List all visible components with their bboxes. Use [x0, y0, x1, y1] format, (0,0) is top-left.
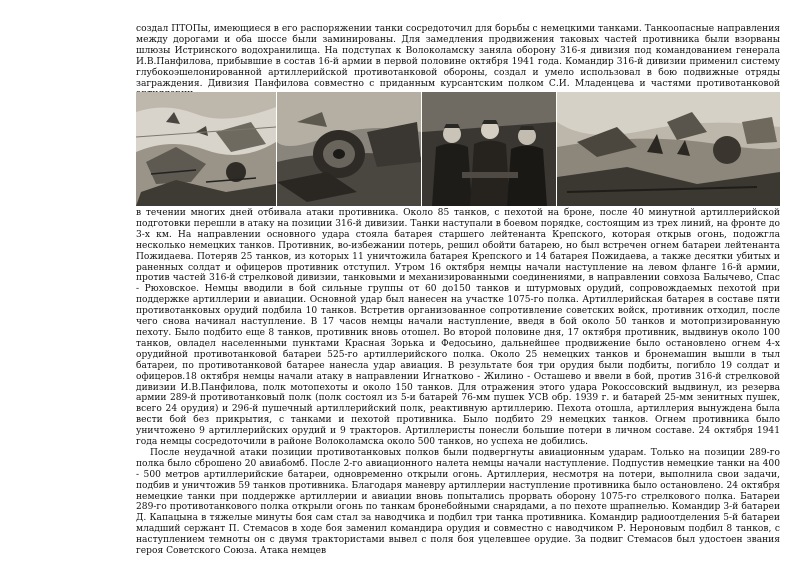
- battlefield-painting: [557, 92, 780, 206]
- destroyed-tank-photo: [277, 92, 421, 206]
- second-paragraph: После неудачной атаки позиции противотанковых полков были подвергнуты авиационным ударам. Только на позиции 289-го полка было сброшено 20 авиабомб. После 2-го авиационного налета немцы начали наступление. Подпустив немецкие танки на 400 - 500 метров артиллерийские батареи, одновременно открыли огонь. Артиллерия, несмотря на потери, выполнила свои задачи, подбив и уничтожив 59 танков противника. Благодаря маневру артиллерии наступление противника было остановлено. 24 октября немецкие танки при поддержке артиллерии и авиации вновь попытались прорвать оборону 1075-го стрелкового полка. Батареи 289-го противотанкового полка открыли огонь по танкам бронебойными снарядами, а по пехоте шрапнелью. Командир 3-й батареи Д. Капацына в тяжелые минуты боя сам стал за наводчика и подбил три танка противника. Командир радиоотделения 5-й батареи младший сержант П. Стемасов в ходе боя заменил командира орудия и совместно с наводчиком Р. Нероновым подбил 8 танков, с наступлением темноты он с двумя трактористами вывел с поля боя уцелевшее орудие. За подвиг Стемасов был удостоен звания героя Советского Союза. Атака немцев: [136, 447, 780, 557]
- main-paragraph: в течении многих дней отбивала атаки противника. Около 85 танков, с пехотой на броне, после 40 минутной артиллерийской подготовки перешли в атаку на позиции 316-й дивизии. Танки наступали в боевом порядке, состоящим из трех линий, на фронте до 3-х км. На направлении основного удара стояла батарея старшего лейтенанта Крепского, которая открыв огонь, подожгла несколько немецких танков. Противник, во-избежании потерь, решил обойти батарею, но был встречен огнем батареи лейтенанта Пожидаева. Потеряв 25 танков, из которых 11 уничтожила батарея Крепского и 14 батарея Пожидаева, а также десятки убитых и раненных солдат и офицеров противник отступил. Утром 16 октября немцы начали наступление на левом фланге 16-й армии, против частей 316-й стрелковой дивизии, танковыми и механизированными соединениями, в направлении совхоза Балычево, Спас - Рюховское. Немцы вводили в бой сильные группы от 60 до150 танков и штурмовых орудий, сопровождаемых пехотой при поддержке артиллерии и авиации. Основной удар был нанесен на участке 1075-го полка. Артиллерийская батарея в составе пяти противотанковых орудий подбила 10 танков. Встретив организованное сопротивление советских войск, противник отходил, после чего снова начинал наступление. В 17 часов немцы начали наступление, введя в бой около 50 танков и мотопризированную пехоту. Было подбито еще 8 танков, противник вновь отошел. Во второй половине дня, 17 октября противник, выдвинув около 100 танков, овладел населенными пунктами Красная Зорька и Федосьино, дальнейшее продвижение было остановлено огнем 4-х орудийной противотанковой батареи 525-го артиллерийского полка. Около 25 немецких танков и бронемашин вышли в тыл батареи, по противотанковой батарее нанесла удар авиация. В результате боя три орудия были подбиты, погибло 19 солдат и офицеров.18 октября немцы начали атаку в направлении Игнатково - Жилино - Осташево и ввели в бой, против 316-й стрелковой дивизии И.В.Панфилова, полк мотопехоты и около 150 танков. Для отражения этого удара Рокоссовский выдвинул, из резерва армии 289-й противотанковый полк (полк состоял из 5-и батарей 76-мм пушек УСВ обр. 1939 г. и батарей 25-мм зенитных пушек, всего 24 орудия) и 296-й пушечный артиллерийский полк, реактивную артиллерию. Пехота отошла, артиллерия вынуждена была вести бой без прикрытия, с танками и пехотой противника. Было подбито 29 немецких танков. Огнем противника было уничтожено 9 артиллерийских орудий и 9 тракторов. Артиллеристы понесли большие потери в личном составе. 24 октября 1941 года немцы сосредоточили в районе Волоколамска около 500 танков, но успеха не добились.: [136, 208, 780, 448]
- soldiers-group-photo: [422, 92, 556, 206]
- top-paragraph: создал ПТОПы, имеющиеся в его распоряжении танки сосредоточил для борьбы с немецкими танками. Танкоопасные направления между дорогами и оба шоссе были заминированы. Для замедления продвижения таковых частей противника были взорваны шлюзы Истринского водохранилища. На подступах к Волоколамску заняла оборону 316-я дивизия под командованием генерала И.В.Панфилова, прибывшие в состав 16-й армии в первой половине октября 1941 года. Командир 316-й дивизии применил систему глубокоэшелонированной артиллерийской противотанковой обороны, создал и умело использовал в бою подвижные отряды заграждения. Дивизия Панфилова совместно с приданным курсантским полком С.И. Младенцева и частями противотанковой: [136, 24, 780, 89]
- top-text-block: [136, 24, 780, 100]
- photo-strip: [136, 92, 780, 206]
- battle-drawing: [136, 92, 276, 206]
- main-text-block: [136, 208, 780, 557]
